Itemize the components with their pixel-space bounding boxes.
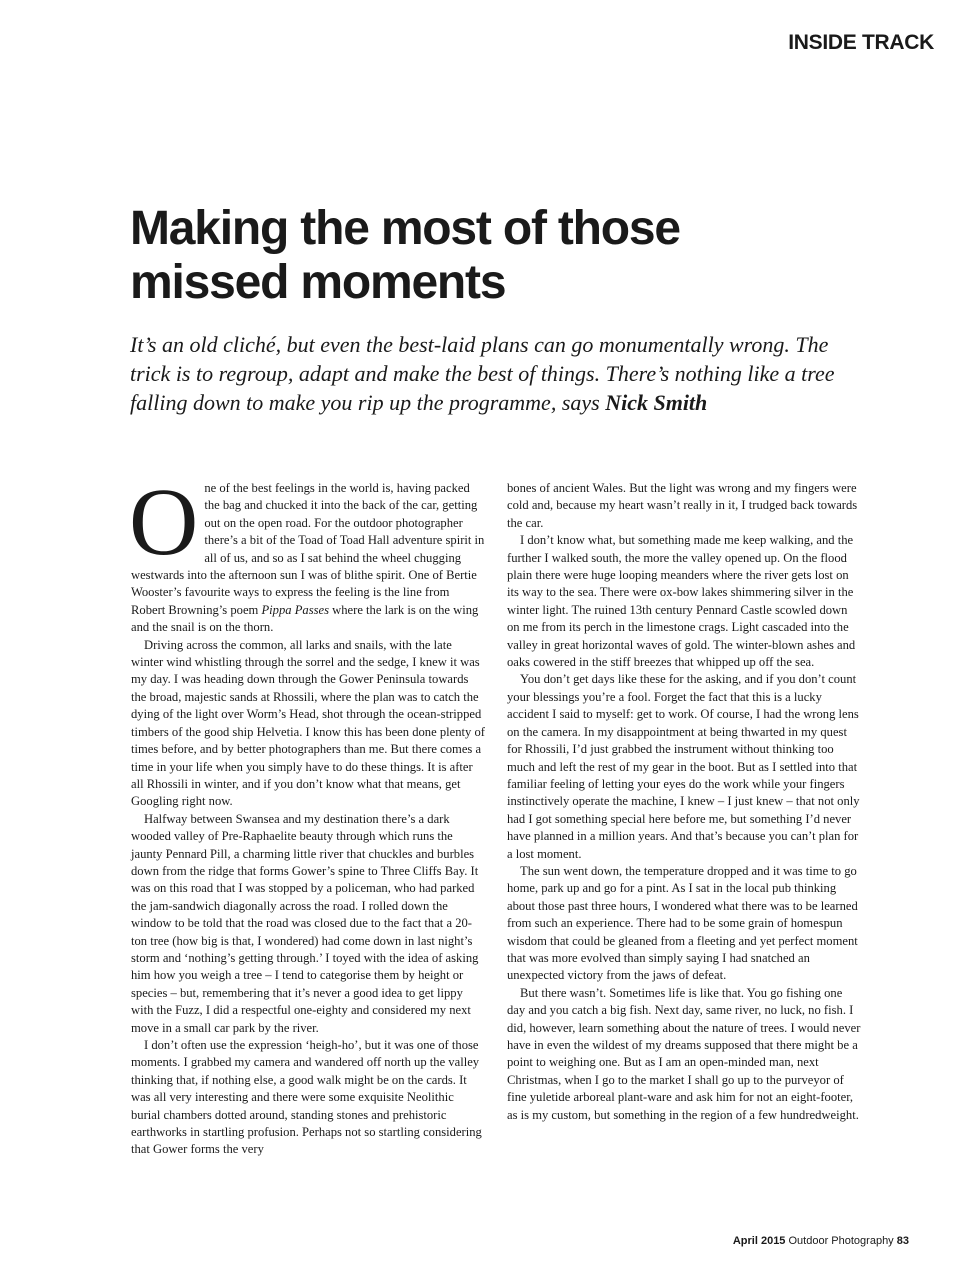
standfirst-text: It’s an old cliché, but even the best-laid plans can go monumentally wrong. The trick is to regroup, adapt and make the best of things. There’s nothing like a tree falling down to make you rip up the programme, says	[130, 332, 835, 415]
section-label: INSIDE TRACK	[788, 31, 934, 54]
body-paragraph: The sun went down, the temperature dropped and it was time to go home, park up and go for a pint. As I sat in the local pub thinking about those past three hours, I wondered what there was to be learned from such an experience. There had to be some grain of homespun wisdom that could be gleaned from a fleeting and yet perfect moment that was more evolved than simply saying I had snatched an unexpected victory from the jaws of defeat.	[507, 863, 858, 983]
drop-cap: O	[129, 468, 199, 575]
body-paragraph	[129, 468, 486, 637]
page-footer	[733, 1235, 909, 1247]
magazine-name: Outdoor Photography	[788, 1235, 894, 1247]
body-paragraph: But there wasn’t. Sometimes life is like that. You go fishing one day and you catch a big fish. Next day, same river, no luck, no fish. I did, however, learn something about the nature of trees. I would never have in even the wildest of my dreams supposed that there might be a point to weighing one. But as I am an open-minded man, next Christmas, when I go to the market I shall go up to the purveyor of fine yuletide arboreal plant-ware and ask him for not an eight-footer, as is my custom, but something in the region of a few hundredweight.	[507, 985, 861, 1122]
body-paragraph: bones of ancient Wales. But the light was wrong and my fingers were cold and, because my heart wasn’t really in it, I trudged back towards the car.	[507, 481, 858, 530]
paragraph-text: where the lark is on the wing and the snail is on the thorn.	[131, 602, 479, 635]
body-paragraph: I don’t know what, but something made me keep walking, and the further I walked south, the more the valley opened up. On the flood plain there were huge looping meanders where the river gets lost on its way to the sea. There were ox-bow lakes shimmering silver in the winter light. The ruined 13th century Pennard Castle scowled down on me from its perch in the limestone crags. Light cascaded into the valley in great horizontal waves of gold. The winter-blown ashes and oaks cowered in the stiff breezes that whipped up off the sea.	[507, 533, 856, 670]
body-paragraph: Driving across the common, all larks and snails, with the late winter wind whistling through the sorrel and the sedge, I knew it was my day. I was heading down through the Gower Peninsula towards the broad, majestic sands at Rhossili, where the plan was to catch the dying of the light over Worm’s Head, shot through the ocean-stripped timbers of the good ship Helvetia. I know this has been done plenty of times before, and by better photographers than me. But there comes a time in your life when you simply have to do these things. It is after all Rhossili in winter, and if you don’t know what that means, get Googling right now.	[131, 637, 485, 809]
article-column-right	[507, 480, 862, 1124]
page-number: 83	[896, 1235, 909, 1247]
headline: Making the most of those missed moments	[130, 202, 680, 309]
issue-date: April 2015	[732, 1235, 786, 1247]
body-paragraph: You don’t get days like these for the asking, and if you don’t count your blessings you’re a fool. Forget the fact that this is a lucky accident I said to myself: get to work. Of course, I had the wrong lens on the camera. In my disappointment at being thwarted in my quest for Rhossili, I’d just grabbed the instrument without thinking too much and left the rest of my gear in the boot. But as I settled into that familiar feeling of letting your eyes do the work while your fingers instinctively operate the machine, I knew – I just knew – that not only had I got something special here before me, but something I’d never have planned in a million years. And that’s because you can’t plan for a lost moment.	[507, 672, 860, 861]
standfirst	[130, 330, 870, 417]
poem-title: Pippa Passes	[261, 602, 329, 617]
body-paragraph: I don’t often use the expression ‘heigh-ho’, but it was one of those moments. I grabbed my camera and wandered off north up the valley thinking that, if nothing else, a good walk might be on the cards. It was all very interesting and there were some exquisite Neolithic burial chambers dotted around, standing stones and prehistoric earthworks in startling profusion. Perhaps not so startling considering that Gower forms the very	[131, 1038, 482, 1157]
article-column-left	[129, 468, 486, 1159]
author-byline: Nick Smith	[605, 390, 708, 415]
paragraph-text: ne of the best feelings in the world is, having packed the bag and chucked it into the back of the car, getting out on the open road. For the outdoor photographer there’s a bit of the Toad of Toad Hall adventure spirit in all of us, and so as I sat behind the wheel chugging westwards into the afternoon sun I was of blithe spirit. One of Bertie Wooster’s favourite ways to express the feeling is the line from Robert Browning’s poem	[131, 481, 485, 617]
body-paragraph: Halfway between Swansea and my destination there’s a dark wooded valley of Pre-Raphaelite beauty through which runs the jaunty Pennard Pill, a charming little river that chuckles and burbles down from the ridge that forms Gower’s spine to Three Cliffs Bay. It was on this road that I was stopped by a policeman, who had parked the jam-sandwich diagonally across the road. I rolled down the window to be told that the road was closed due to the fact that a 20-ton tree (how big is that, I wondered) had come down in last night’s storm and ‘nothing’s getting through.’ I toyed with the idea of asking him how you weigh a tree – I tend to categorise them by height or species – but, remembering that it’s never a good idea to get lippy with the Fuzz, I did a respectful one-eighty and considered my next move in a small car park by the river.	[131, 811, 479, 1035]
